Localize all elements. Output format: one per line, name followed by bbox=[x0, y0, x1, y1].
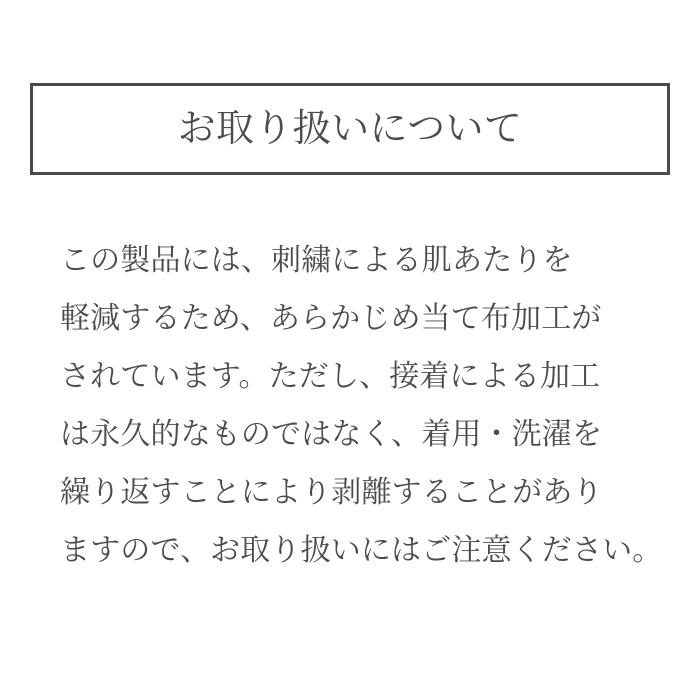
title-box bbox=[30, 83, 670, 175]
notice-line: されています。ただし、接着による加工 bbox=[60, 360, 601, 393]
notice-line: 軽減するため、あらかじめ当て布加工が bbox=[60, 302, 602, 335]
notice-line: この製品には、刺繍による肌あたりを bbox=[60, 244, 573, 277]
notice-body bbox=[60, 232, 670, 580]
notice-line: は永久的なものではなく、着用・洗濯を bbox=[60, 418, 603, 451]
notice-line: 繰り返すことにより剥離することがあり bbox=[60, 476, 603, 509]
notice-line: ますので、お取り扱いにはご注意ください。 bbox=[60, 534, 663, 567]
page-title: お取り扱いについて bbox=[177, 108, 523, 150]
